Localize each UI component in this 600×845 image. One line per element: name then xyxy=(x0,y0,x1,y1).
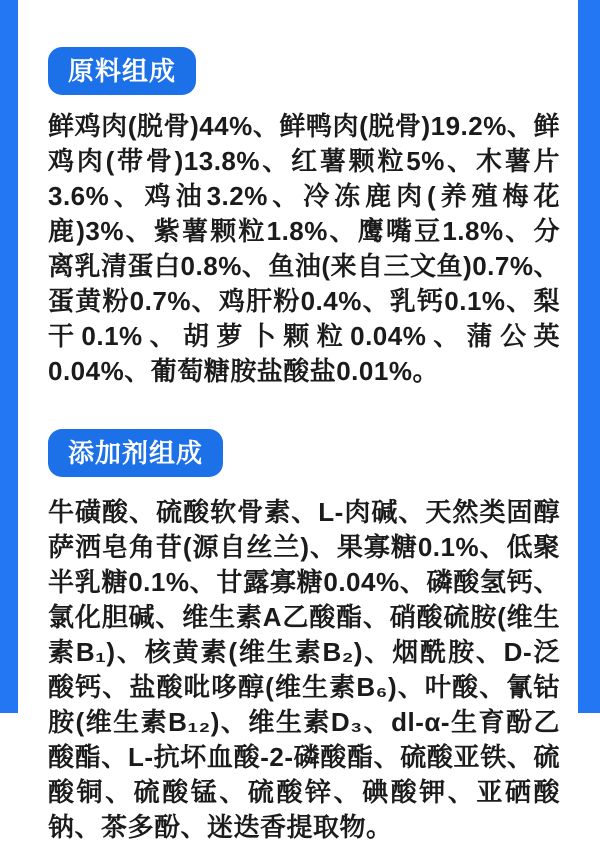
left-accent-bar xyxy=(0,0,18,713)
label-content xyxy=(18,0,578,842)
section-additives xyxy=(48,429,560,845)
additives-title-badge: 添加剂组成 xyxy=(48,429,223,477)
section-raw-materials xyxy=(48,47,560,389)
right-accent-bar xyxy=(578,0,600,713)
raw-materials-ingredient-text: 鲜鸡肉(脱骨)44%、鲜鸭肉(脱骨)19.2%、鲜鸡肉(带骨)13.8%、红薯颗粒5%、木薯片3.6%、鸡油3.2%、冷冻鹿肉(养殖梅花鹿)3%、紫薯颗粒1.8%、鹰嘴豆1.8%、分离乳清蛋白0.8%、鱼油(来自三文鱼)0.7%、蛋黄粉0.7%、鸡肝粉0.4%、乳钙0.1%、梨干0.1%、胡萝卜颗粒0.04%、蒲公英0.04%、葡萄糖胺盐酸盐0.01%。 xyxy=(48,111,560,386)
additives-ingredient-text: 牛磺酸、硫酸软骨素、L-肉碱、天然类固醇萨洒皂角苷(源自丝兰)、果寡糖0.1%、低聚半乳糖0.1%、甘露寡糖0.04%、磷酸氢钙、氯化胆碱、维生素A乙酸酯、硝酸硫胺(维生素B₁)、核黄素(维生素B₂)、烟酰胺、D-泛酸钙、盐酸吡哆醇(维生素B₆)、叶酸、氰钴胺(维生素B₁₂)、维生素D₃、dl-α-生育酚乙酸酯、L-抗坏血酸-2-磷酸酯、硫酸亚铁、硫酸铜、硫酸锰、硫酸锌、碘酸钾、亚硒酸钠、茶多酚、迷迭香提取物。 xyxy=(48,497,560,842)
raw-materials-title-badge: 原料组成 xyxy=(48,47,196,95)
